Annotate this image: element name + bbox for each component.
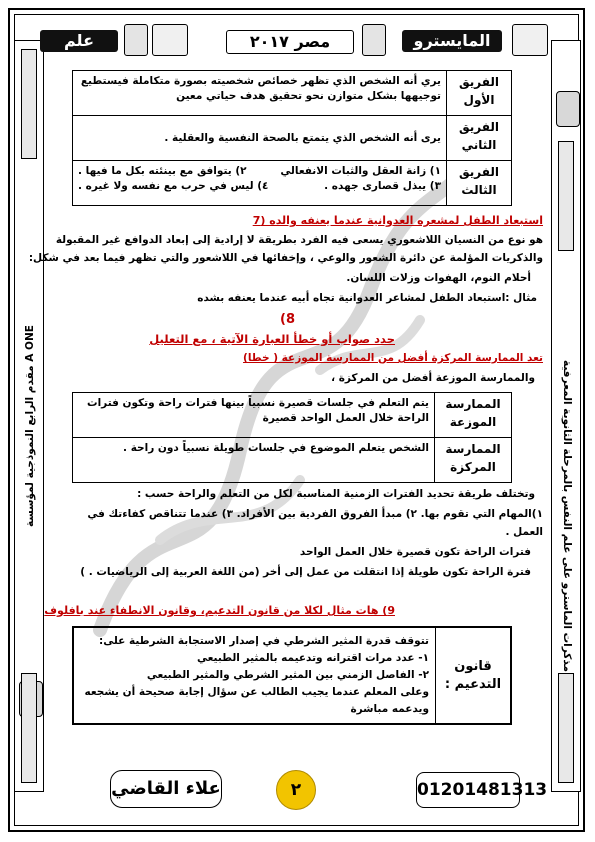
traits-row	[78, 179, 441, 194]
pencil-icon	[21, 673, 37, 783]
traits-row	[78, 164, 441, 179]
q8-differ-items: ١)المهام التي تقوم بها. ٢) مبدأ الفروق الفردية بين الأفراد. ٣) عندما تتناقص كفاءتك في	[87, 508, 543, 520]
team-label	[447, 116, 512, 161]
subject-title: علم النفس	[40, 30, 118, 52]
team-label-line: الأول	[463, 93, 495, 107]
film-reel-icon	[152, 24, 188, 56]
practice-label-line: المركزة	[450, 460, 496, 474]
law-line: ١- عدد مرات اقترانه وتدعيمه بالمثير الطبيعي	[197, 652, 429, 664]
character-icon	[124, 24, 148, 56]
film-reel-icon	[512, 24, 548, 56]
table-row	[73, 116, 512, 161]
practice-label-line: الممارسة	[445, 442, 501, 456]
brand-title: المايسترو	[402, 30, 502, 52]
trait-item: ٢) يتوافق مع بينئته بكل ما فيها .	[78, 165, 247, 177]
phone-number: 01201481313	[416, 772, 520, 808]
team-label	[447, 71, 512, 116]
q8-statement: تعد الممارسة المركزة أفضل من الممارسة الموزعة ( خطا)	[243, 352, 543, 364]
pencil-icon	[21, 49, 37, 159]
teacher-name: علاء القاضي	[110, 770, 222, 808]
team-label-line: الفريق	[458, 165, 500, 179]
q7-paragraph: هو نوع من النسيان اللاشعوري يسعى فيه الفرد بطريقة لا إرادية إلى إبعاد الدوافع غير المقبولة	[55, 234, 543, 246]
q8-answer: والممارسة الموزعة أفضل من المركزة ،	[331, 372, 535, 384]
table-row	[73, 71, 512, 116]
q8-heading: حدد صواب أو خطأ العبارة الآتية ، مع التعليل	[149, 332, 395, 346]
team-description: يري أنه الشخص الذي تظهر خصائص شخصيته بصورة متكاملة فيستطيع توجيهها بشكل متوازن نحو تحقيق هدف حياتي معين	[73, 71, 447, 116]
trait-item: ١) زانة العقل والثبات الانفعالي	[280, 165, 441, 177]
left-side-banner	[14, 40, 44, 792]
practice-label	[435, 438, 512, 483]
law-label-line: قانون	[454, 658, 492, 674]
q9-heading: 9) هات مثال لكلا من قانون التدعيم، وقانون الانطفاء عند بافلوف	[44, 604, 395, 617]
character-icon	[362, 24, 386, 56]
table-row	[73, 393, 512, 438]
pencil-icon	[558, 141, 574, 251]
practice-description: الشخص يتعلم الموضوع في جلسات طويلة نسبياً دون راحة .	[73, 438, 435, 483]
year-title: مصر ٢٠١٧	[226, 30, 354, 54]
team-label-line: الثالث	[461, 183, 497, 197]
practice-label-line: الموزعة	[449, 415, 497, 429]
team-label	[447, 161, 512, 206]
q8-number: 8)	[280, 312, 295, 327]
character-icon	[556, 91, 580, 127]
q8-differ-cont: العمل .	[505, 526, 543, 538]
q7-paragraph: أحلام النوم، الهفوات وزلات اللسان.	[346, 272, 531, 284]
practice-label	[435, 393, 512, 438]
q7-paragraph: والذكريات المؤلمة عن دائرة الشعور والوعي ، وإخفائها في اللاشعور والتي تظهر فيما بعد في شكل:	[28, 252, 543, 264]
practice-label-line: الممارسة	[445, 397, 501, 411]
table-row	[73, 627, 511, 724]
law-label	[436, 627, 512, 724]
practice-table	[72, 392, 512, 483]
law-line: تتوقف قدرة المثير الشرطي في إصدار الاستجابة الشرطية على:	[99, 635, 429, 647]
page-number: ٢	[276, 770, 316, 810]
q8-long-rest: فترة الراحة تكون طويلة إذا انتقلت من عمل إلى أخر (من اللغة العربية إلى الرياضيات . )	[80, 566, 531, 578]
q7-example: مثال :استبعاد الطفل لمشاعر العدوانية تجاه أبيه عندما يعنفه بشده	[197, 292, 537, 304]
team-label-line: الفريق	[458, 120, 500, 134]
q8-differ-intro: وتختلف طريقة تحديد الفترات الزمنية المناسبة لكل من التعلم والراحة حسب :	[137, 488, 535, 500]
trait-item: ٤) ليس في حرب مع نفسه ولا غيره .	[78, 180, 269, 192]
table-row	[73, 438, 512, 483]
teams-table	[72, 70, 512, 206]
practice-description: يتم التعلم في جلسات قصيرة نسبياً بينها فترات راحة وتكون فترات الراحة خلال العمل الواحد قصيرة	[73, 393, 435, 438]
law-description	[73, 627, 436, 724]
team-description: يرى أنه الشخص الذي يتمتع بالصحة النفسية والعقلية .	[73, 116, 447, 161]
team-label-line: الفريق	[458, 75, 500, 89]
q8-short-rest: فترات الراحة تكون قصيرة خلال العمل الواحد	[299, 546, 531, 558]
law-line: ٢- الفاصل الزمني بين المثير الشرطي والمثير الطبيعي	[146, 669, 429, 681]
q7-heading: استبعاد الطفل لمشعره العدوانية عندما يعنفه والده (7	[252, 214, 543, 227]
conditioning-law-table	[72, 626, 512, 725]
trait-item: ٣) يبذل قصارى جهده .	[324, 180, 441, 192]
page-header	[40, 18, 555, 72]
team-label-line: الثاني	[461, 138, 497, 152]
table-row	[73, 161, 512, 206]
left-side-text: مقدم الرابع النموذجية لمؤسسة A ONE	[24, 325, 36, 527]
pencil-icon	[558, 673, 574, 783]
team-traits	[73, 161, 447, 206]
right-side-text: مذكرات الماسترو على علم النفس بالمرحلة الثانوية المعرفية	[561, 360, 573, 672]
law-line: وعلى المعلم عندما يجيب الطالب عن سؤال إجابة صحيحة أن يشجعه ويدعمه مباشرة	[84, 686, 429, 715]
law-label-line: التدعيم :	[444, 676, 502, 692]
right-side-banner	[551, 40, 581, 792]
